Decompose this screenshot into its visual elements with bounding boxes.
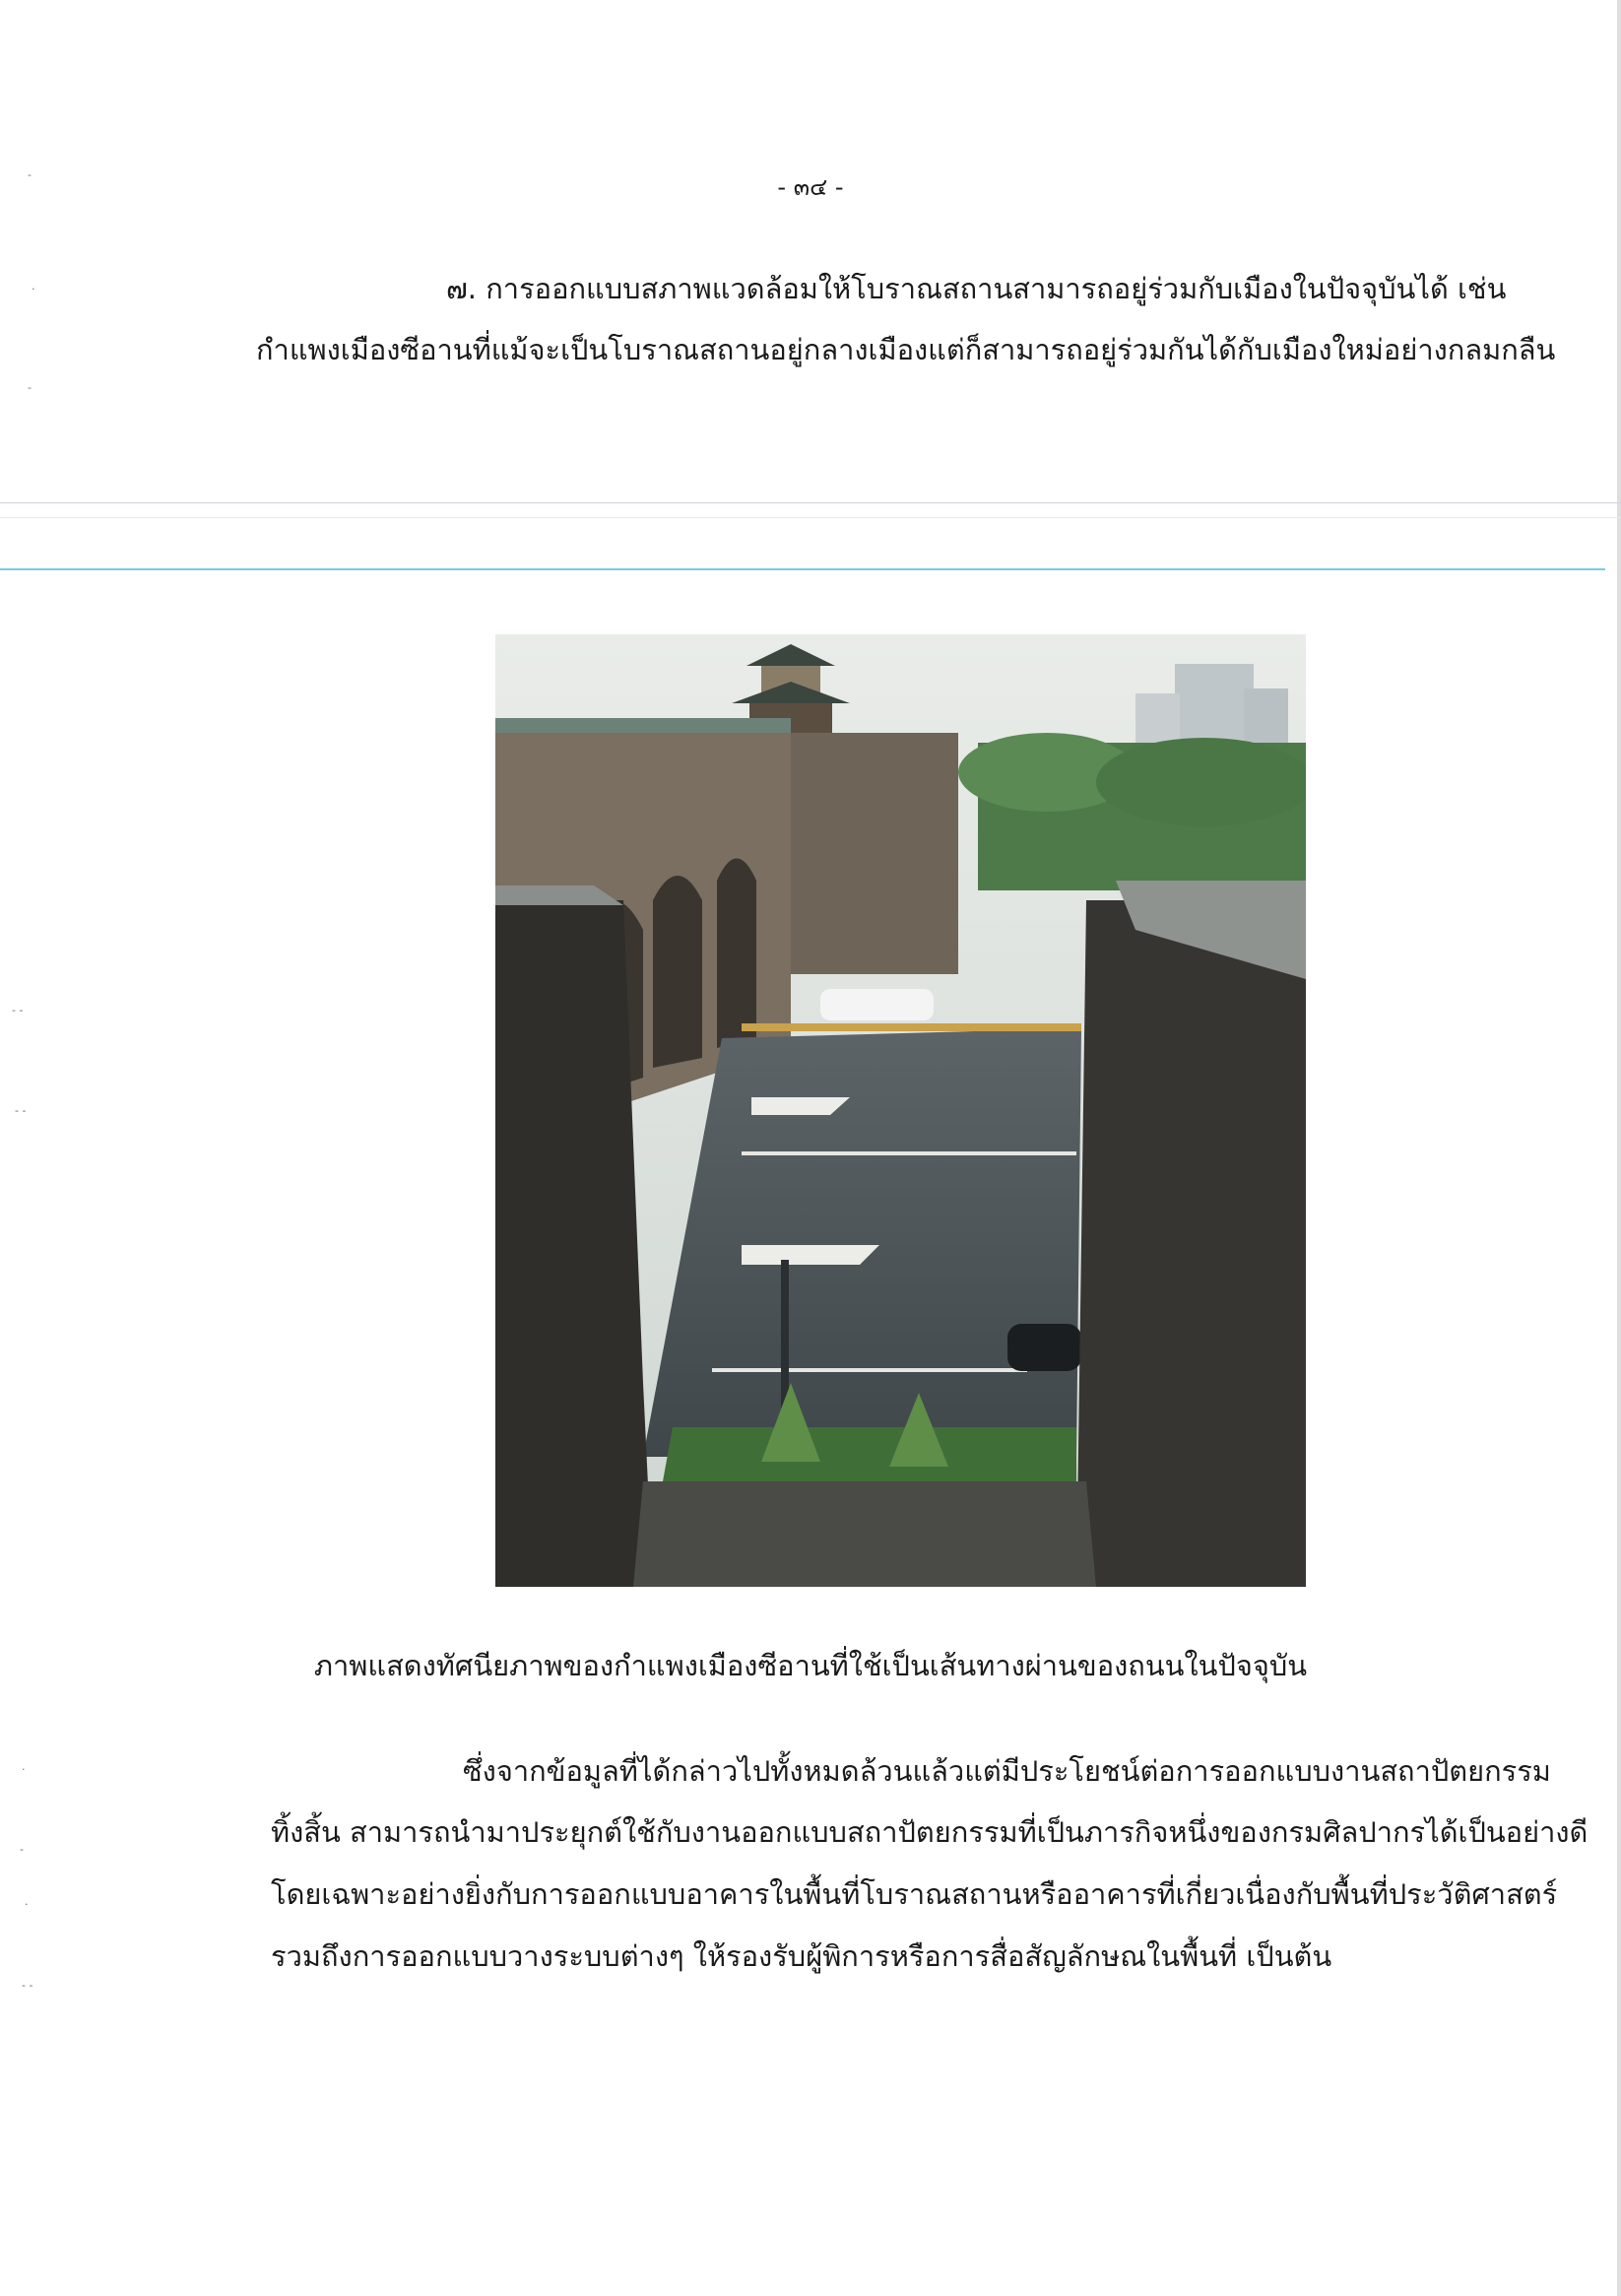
scan-speck: - - [22, 1979, 33, 1992]
scan-speck: . [22, 1760, 26, 1773]
scan-speck: . [32, 280, 35, 293]
scan-speck: . [25, 1895, 29, 1908]
scan-rule [0, 517, 1621, 518]
conclusion-line-3: โดยเฉพาะอย่างยิ่งกับการออกแบบอาคารในพื้นที่โบราณสถานหรืออาคารที่เกี่ยวเนื่องกับพื้นที่ประวัติศาสตร์ [271, 1877, 1558, 1911]
conclusion-line-4: รวมถึงการออกแบบวางระบบต่างๆ ให้รองรับผู้พิการหรือการสื่อสัญลักษณในพื้นที่ เป็นต้น [271, 1939, 1332, 1973]
scan-speck: - - [15, 1104, 27, 1117]
page-right-edge [1617, 0, 1621, 2296]
scan-speck: - - [12, 1004, 24, 1017]
conclusion-line-2: ทิ้งสิ้น สามารถนำมาประยุกต์ใช้กับงานออกแบบสถาปัตยกรรมที่เป็นภารกิจหนึ่งของกรมศิลปากรได้เป็นอย่างดี [271, 1815, 1589, 1849]
item7-line2: กำแพงเมืองซีอานที่แม้จะเป็นโบราณสถานอยู่กลางเมืองแต่ก็สามารถอยู่ร่วมกันได้กับเมืองใหม่อย่างกลมกลืน [256, 333, 1556, 366]
scan-speck: - [20, 1843, 24, 1856]
page-number: - ๓๔ - [777, 173, 844, 201]
conclusion-line-1: ซึ่งจากข้อมูลที่ได้กล่าวไปทั้งหมดล้วนแล้วแต่มีประโยชน์ต่อการออกแบบงานสถาปัตยกรรม [463, 1754, 1551, 1788]
scan-rule [0, 568, 1605, 570]
scan-rule [0, 502, 1621, 503]
photo-caption: ภาพแสดงทัศนียภาพของกำแพงเมืองซีอานที่ใช้เป็นเส้นทางผ่านของถนนในปัจจุบัน [313, 1649, 1308, 1682]
scan-speck: - [28, 168, 32, 181]
scan-speck: - [28, 381, 32, 394]
item7-line1: ๗. การออกแบบสภาพแวดล้อมให้โบราณสถานสามารถอยู่ร่วมกับเมืองในปัจจุบันได้ เช่น [446, 272, 1507, 305]
photo-xian-city-wall [495, 634, 1306, 1587]
